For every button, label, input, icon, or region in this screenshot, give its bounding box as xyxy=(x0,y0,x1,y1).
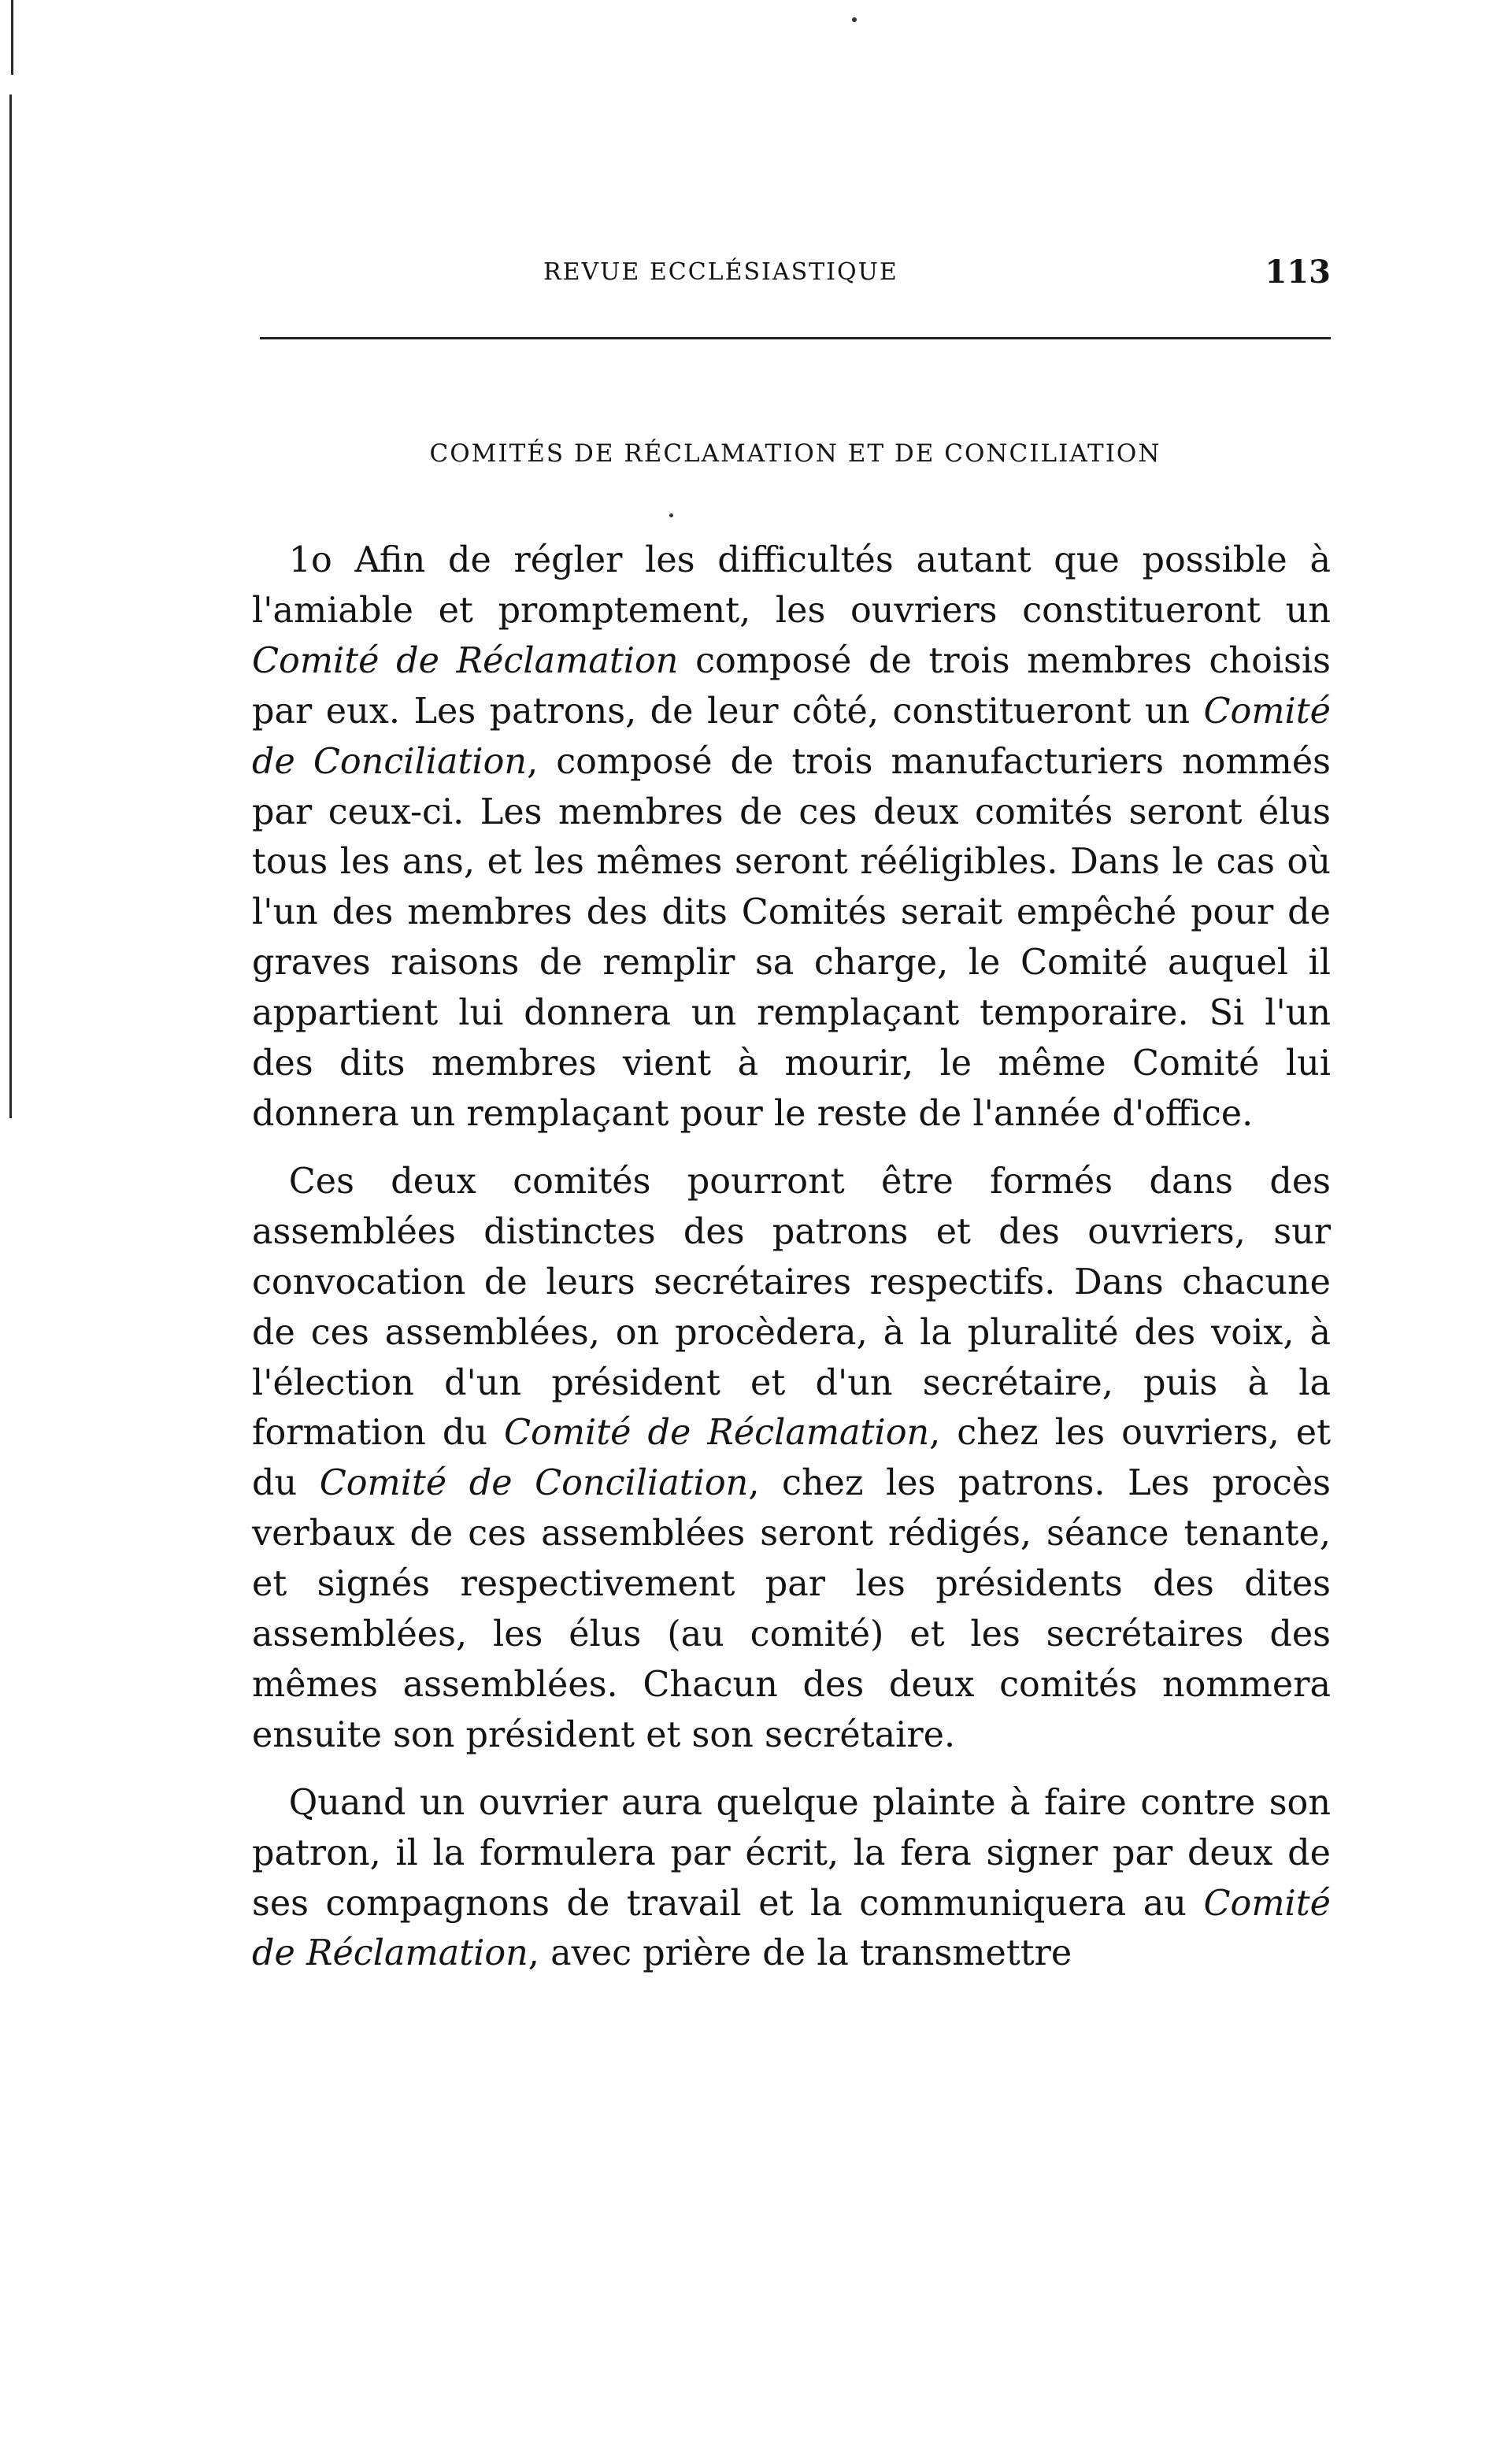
text-run: 1o Afin de régler les difficultés autant que possible à l'amiable et promptement, les ouvriers constitueront un xyxy=(252,540,1331,631)
text-run: Quand un ouvrier aura quelque plainte à faire contre son patron, il la formulera par écrit, la fera signer par deux de ses compagnons de travail et la communiquera au xyxy=(252,1782,1331,1924)
italic-term: Comité de Conciliation xyxy=(319,1463,749,1504)
paragraph xyxy=(252,535,1331,1139)
text-run: , chez les ouvriers, et du xyxy=(252,1413,1332,1504)
italic-term: Comité de Conciliation xyxy=(252,691,1331,782)
page-number: 113 xyxy=(1265,254,1331,291)
text-run: , avec prière de la transmettre xyxy=(528,1933,1072,1974)
text-run: Ces deux comités pourront être formés dans des assemblées distinctes des patrons et des ouvriers, sur convocation de leurs secrétaires respectifs. Dans chacune de ces assemblées, on procèdera, à la pluralité des voix, à l'élection d'un président et d'un secrétaire, puis à la formation du xyxy=(252,1161,1331,1454)
running-head: REVUE ECCLÉSIASTIQUE xyxy=(543,258,898,286)
header-rule xyxy=(260,337,1331,339)
text-run: composé de trois membres choisis par eux. Les patrons, de leur côté, constitueront un xyxy=(252,640,1332,732)
paragraph xyxy=(252,1778,1331,1980)
scan-edge-mark xyxy=(11,0,13,75)
italic-term: Comité de Réclamation xyxy=(504,1413,930,1454)
page-header xyxy=(260,254,1331,301)
scan-speck xyxy=(852,17,857,22)
text-run: , composé de trois manufacturiers nommés par ceux-ci. Les membres de ces deux comités seront élus tous les ans, et les mêmes seront rééligibles. Dans le cas où l'un des membres des dits Comités serait empêché pour de graves raisons de remplir sa charge, le Comité auquel il appartient lui donnera un remplaçant temporaire. Si l'un des dits membres vient à mourir, le même Comité lui donnera un remplaçant pour le reste de l'année d'office. xyxy=(252,741,1331,1134)
italic-term: Comité de Réclamation xyxy=(252,640,679,681)
body-text xyxy=(252,535,1331,1979)
paragraph xyxy=(252,1157,1331,1761)
scan-speck xyxy=(669,513,673,517)
text-run: , chez les patrons. Les procès verbaux de ces assemblées seront rédigés, séance tenante, et signés respectivement par les présidents des dites assemblées, les élus (au comité) et les secrétaires des mêmes assemblées. Chacun des deux comités nommera ensuite son président et son secrétaire. xyxy=(252,1463,1331,1755)
italic-term: Comité de Réclamation xyxy=(252,1883,1331,1974)
section-title: COMITÉS DE RÉCLAMATION ET DE CONCILIATION xyxy=(429,439,1161,468)
scan-edge-mark xyxy=(9,94,12,1118)
